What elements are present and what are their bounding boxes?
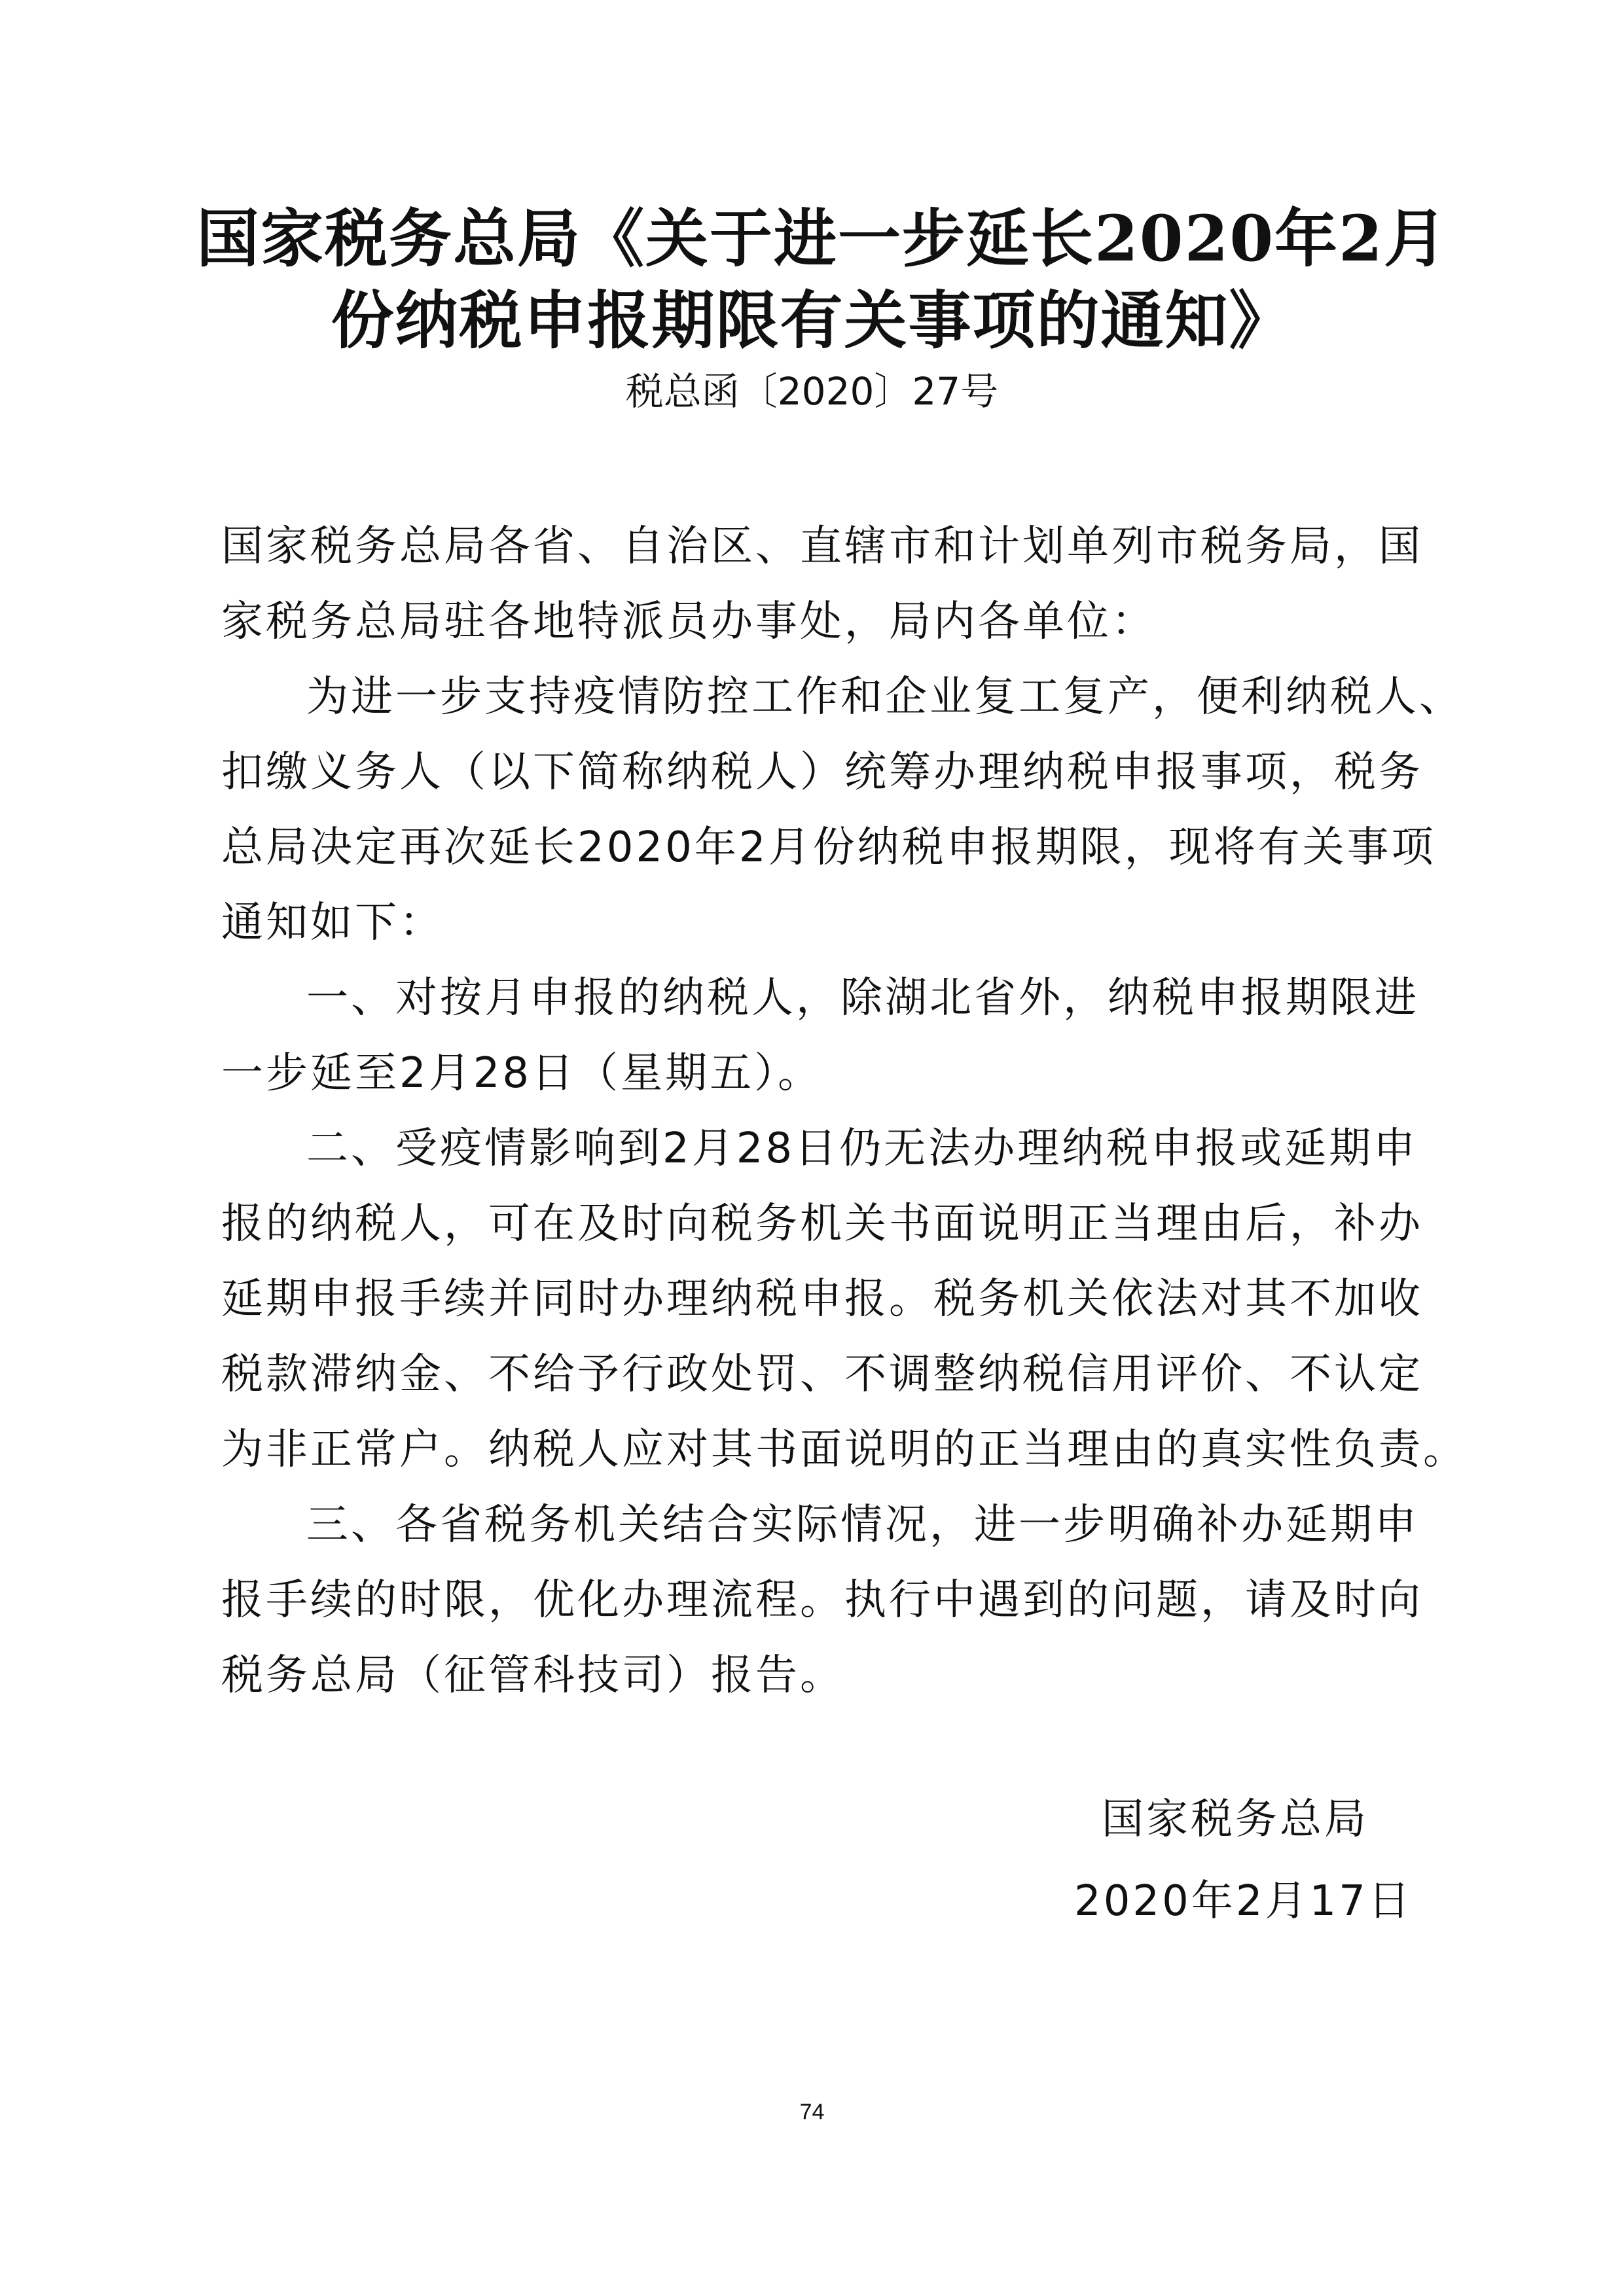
body-line: 一、对按月申报的纳税人，除湖北省外，纳税申报期限进	[306, 974, 1419, 1022]
body-line: 延期申报手续并同时办理纳税申报。税务机关依法对其不加收	[221, 1275, 1423, 1323]
body-line: 国家税务总局各省、自治区、直辖市和计划单列市税务局，国	[221, 522, 1423, 571]
body-line: 税务总局（征管科技司）报告。	[221, 1651, 844, 1700]
body-line: 税款滞纳金、不给予行政处罚、不调整纳税信用评价、不认定	[221, 1350, 1423, 1399]
page-number: 74	[799, 2100, 825, 2125]
body-line: 扣缴义务人（以下简称纳税人）统筹办理纳税申报事项，税务	[221, 748, 1423, 797]
body-line: 家税务总局驻各地特派员办事处，局内各单位：	[221, 598, 1156, 646]
body-line: 为进一步支持疫情防控工作和企业复工复产，便利纳税人、	[306, 673, 1464, 721]
body-line: 二、受疫情影响到2月28日仍无法办理纳税申报或延期申	[306, 1124, 1418, 1173]
body-line: 一步延至2月28日（星期五）。	[221, 1049, 823, 1098]
body-line: 报手续的时限，优化办理流程。执行中遇到的问题，请及时向	[221, 1576, 1423, 1624]
signature-date: 2020年2月17日	[1074, 1877, 1413, 1926]
body-line: 三、各省税务机关结合实际情况，进一步明确补办延期申	[306, 1501, 1419, 1549]
body-line: 通知如下：	[221, 899, 444, 947]
signature-organization: 国家税务总局	[1102, 1795, 1369, 1844]
body-line: 报的纳税人，可在及时向税务机关书面说明正当理由后，补办	[221, 1200, 1423, 1248]
document-number: 税总函〔2020〕27号	[625, 369, 999, 414]
body-line: 为非正常户。纳税人应对其书面说明的正当理由的真实性负责。	[221, 1426, 1468, 1474]
document-title-line-1: 国家税务总局《关于进一步延长2020年2月	[196, 202, 1448, 276]
document-title-line-2: 份纳税申报期限有关事项的通知》	[331, 283, 1293, 357]
body-line: 总局决定再次延长2020年2月份纳税申报期限，现将有关事项	[221, 823, 1436, 872]
